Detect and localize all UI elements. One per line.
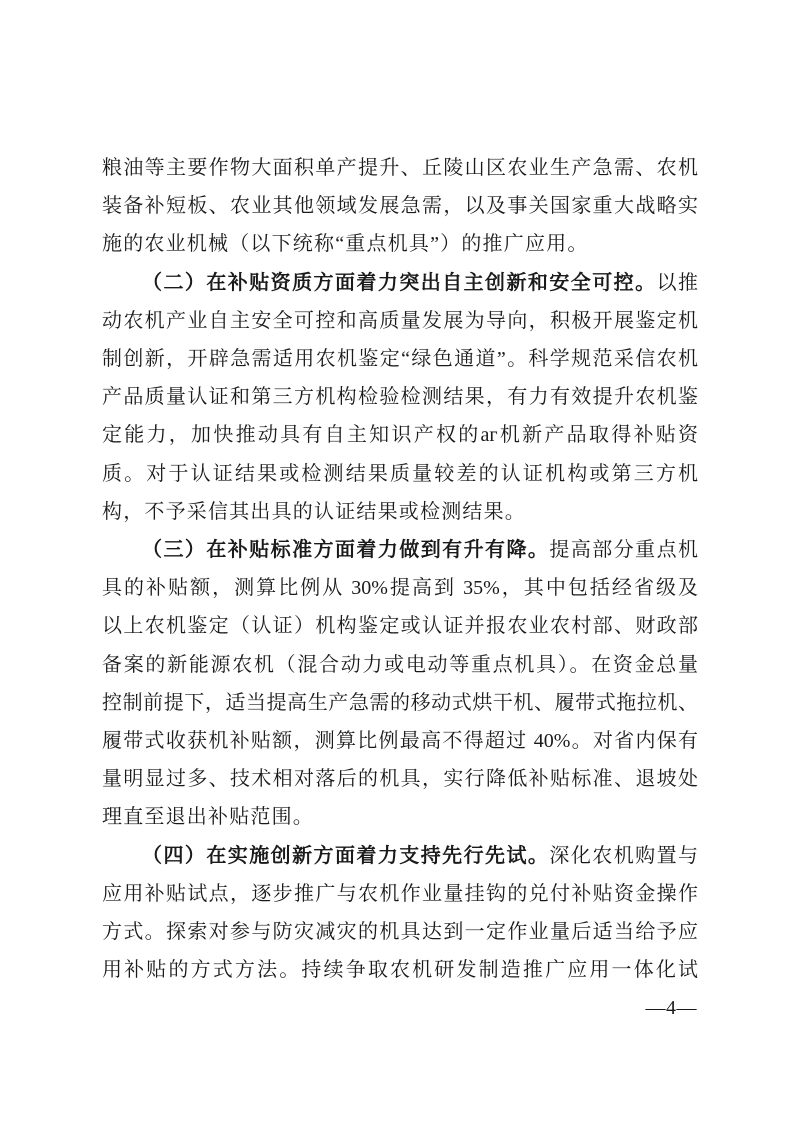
- text-line: [102, 340, 698, 378]
- text-line: [102, 493, 698, 531]
- text-run: 定能力，加快推动具有自主知识产权的аг机新产品取得补贴资: [102, 424, 698, 447]
- text-run: 方式。探索对参与防灾减灾的机具达到一定作业量后适当给予应: [102, 921, 698, 944]
- paragraph-item-2: [102, 264, 698, 531]
- text-line: [102, 875, 698, 913]
- text-run: 粮油等主要作物大面积单产提升、丘陵山区农业生产急需、农机: [102, 157, 698, 179]
- text-run: 质。对于认证结果或检测结果质量较差的认证机构或第三方机: [102, 462, 698, 485]
- text-line: [102, 149, 698, 187]
- page-number: —4—: [645, 997, 697, 1019]
- text-run: 装备补短板、农业其他领域发展急需，以及事关国家重大战略实: [102, 195, 698, 218]
- text-run: 以推: [656, 271, 699, 294]
- text-run: 构，不予采信其出具的认证结果或检测结果。: [102, 500, 526, 523]
- paragraph-item-4: [102, 837, 698, 990]
- paragraph-item-3: [102, 531, 698, 837]
- text-line: [102, 569, 698, 607]
- text-run: 提高部分重点机: [549, 539, 699, 562]
- text-run: 动农机产业自主安全可控和高质量发展为导向，积极开展鉴定机: [102, 309, 698, 332]
- bold-text-run: （二）在补贴资质方面着力突出自主创新和安全可控。: [142, 271, 657, 294]
- text-run: 理直至退出补贴范围。: [102, 806, 314, 829]
- text-line: [102, 378, 698, 416]
- text-run: 备案的新能源农机（混合动力或电动等重点机具）。在资金总量: [102, 653, 698, 676]
- text-line: [102, 225, 698, 263]
- paragraph-continuation: [102, 149, 698, 264]
- text-run: 产品质量认证和第三方机构检验检测结果，有力有效提升农机鉴: [102, 386, 698, 409]
- text-run: 控制前提下，适当提高生产急需的移动式烘干机、履带式拖拉机、: [102, 691, 698, 714]
- text-run: 应用补贴试点，逐步推广与农机作业量挂钩的兑付补贴资金操作: [102, 882, 698, 905]
- text-line: [102, 951, 698, 989]
- text-line: [102, 760, 698, 798]
- text-run: 履带式收获机补贴额，测算比例最高不得超过 40%。对省内保有: [102, 730, 698, 753]
- text-run: 深化农机购置与: [549, 844, 699, 867]
- text-line: [102, 684, 698, 722]
- text-run: 量明显过多、技术相对落后的机具，实行降低补贴标准、退坡处: [102, 768, 698, 791]
- text-line: [102, 264, 698, 302]
- text-run: 制创新，开辟急需适用农机鉴定“绿色通道”。科学规范采信农机: [102, 348, 698, 371]
- bold-text-run: （三）在补贴标准方面着力做到有升有降。: [142, 539, 550, 562]
- text-line: [102, 455, 698, 493]
- text-line: [102, 837, 698, 875]
- text-run: 施的农业机械（以下统称“重点机具”）的推广应用。: [102, 233, 589, 256]
- text-line: [102, 913, 698, 951]
- text-line: [102, 416, 698, 454]
- text-run: 以上农机鉴定（认证）机构鉴定或认证并报农业农村部、财政部: [102, 615, 698, 638]
- text-run: 用补贴的方式方法。持续争取农机研发制造推广应用一体化试: [102, 959, 698, 982]
- text-line: [102, 607, 698, 645]
- text-line: [102, 531, 698, 569]
- bold-text-run: （四）在实施创新方面着力支持先行先试。: [142, 844, 550, 867]
- document-body: [102, 149, 698, 989]
- text-line: [102, 646, 698, 684]
- text-run: 具的补贴额，测算比例从 30%提高到 35%，其中包括经省级及: [102, 577, 698, 600]
- text-line: [102, 798, 698, 836]
- text-line: [102, 722, 698, 760]
- text-line: [102, 187, 698, 225]
- text-line: [102, 302, 698, 340]
